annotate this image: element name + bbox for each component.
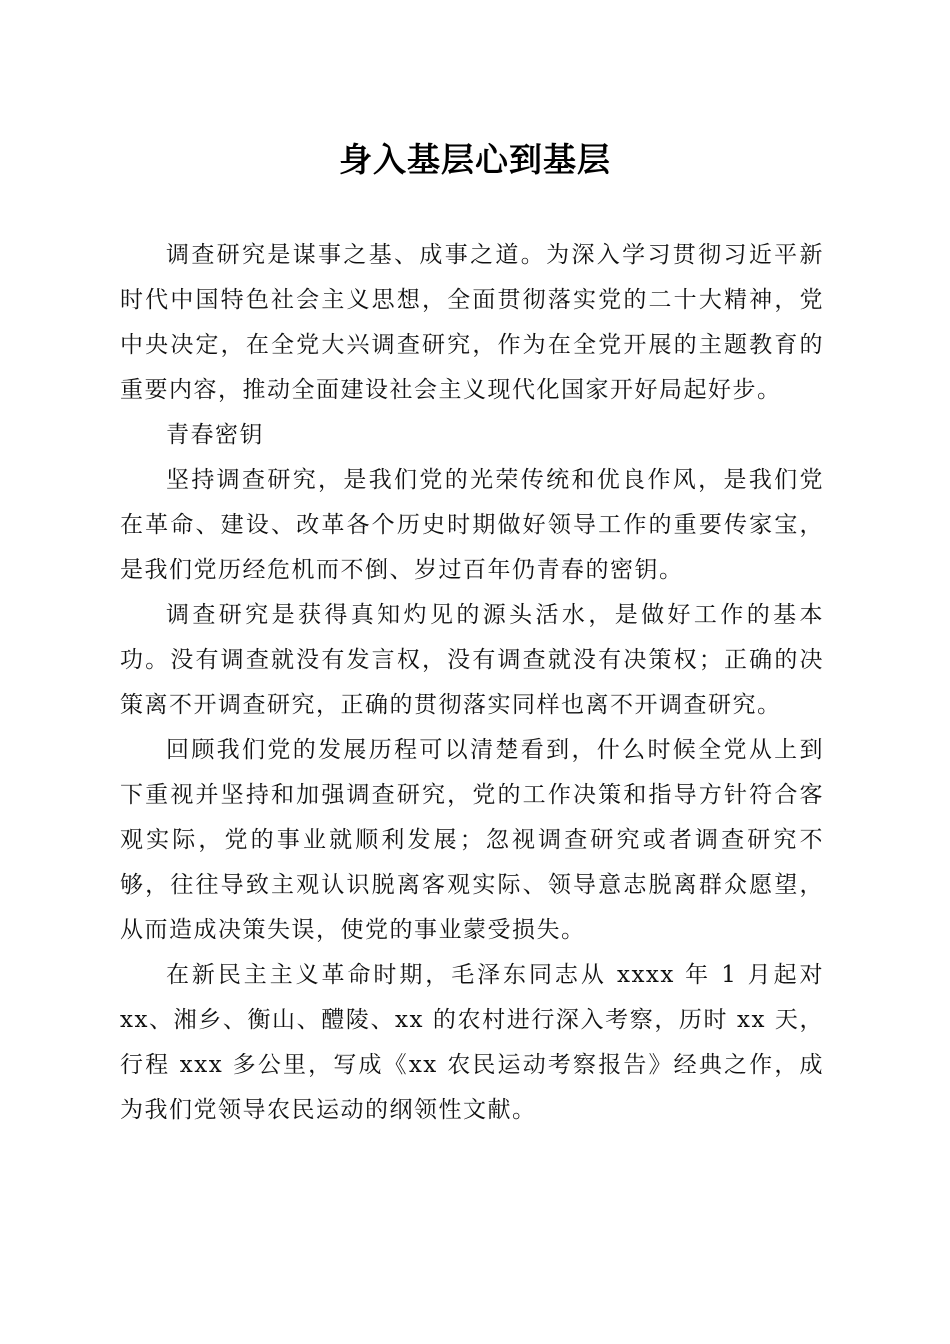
section-heading: 青春密钥: [166, 422, 264, 448]
paragraph-history: 回顾我们党的发展历程可以清楚看到，什么时候全党从上到下重视并坚持和加强调查研究，党的工作决策和指导方针符合客观实际，党的事业就顺利发展；忽视调查研究或者调查研究不够，往往导致主观认识脱离客观实际、领导意志脱离群众愿望，从而造成决策失误，使党的事业蒙受损失。: [120, 737, 824, 943]
paragraph-tradition: 坚持调查研究，是我们党的光荣传统和优良作风，是我们党在革命、建设、改革各个历史时期做好领导工作的重要传家宝，是我们党历经危机而不倒、岁过百年仍青春的密钥。: [120, 467, 824, 583]
paragraph-example: 在新民主主义革命时期，毛泽东同志从 xxxx 年 1 月起对 xx、湘乡、衡山、醴陵、xx 的农村进行深入考察，历时 xx 天，行程 xxx 多公里，写成《xx 农民运动考察报告》经典之作，成为我们党领导农民运动的纲领性文献。: [120, 962, 824, 1123]
paragraph-intro: 调查研究是谋事之基、成事之道。为深入学习贯彻习近平新时代中国特色社会主义思想，全面贯彻落实党的二十大精神，党中央决定，在全党大兴调查研究，作为在全党开展的主题教育的重要内容，推动全面建设社会主义现代化国家开好局起好步。: [120, 242, 824, 403]
document-title: 身入基层心到基层: [339, 140, 611, 179]
document-body: [120, 233, 824, 1133]
paragraph-foundation: 调查研究是获得真知灼见的源头活水，是做好工作的基本功。没有调查就没有发言权，没有调查就没有决策权；正确的决策离不开调查研究，正确的贯彻落实同样也离不开调查研究。: [120, 602, 824, 718]
